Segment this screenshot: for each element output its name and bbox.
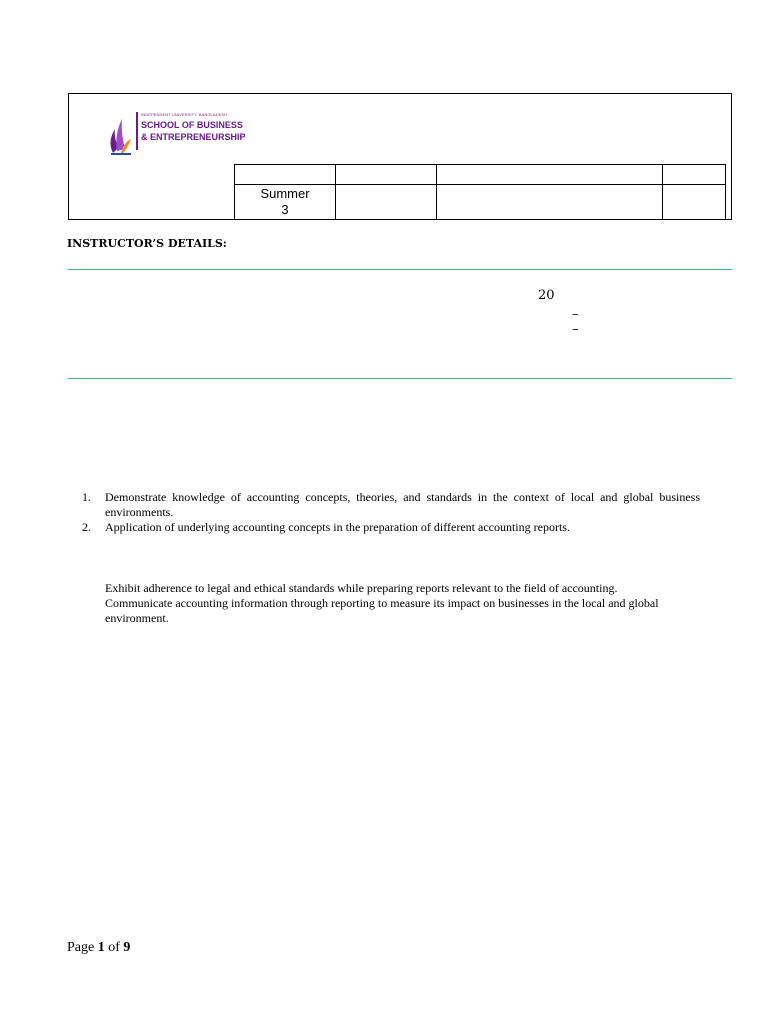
- section-divider: [68, 378, 732, 379]
- course-info-table: [234, 164, 726, 220]
- page-word: Page: [67, 940, 95, 955]
- table-cell: [336, 165, 437, 185]
- objective-text: Application of underlying accounting concepts in the preparation of different accounting reports.: [105, 520, 570, 534]
- list-item: [82, 490, 700, 520]
- of-word: of: [108, 940, 120, 955]
- term-cell: [235, 185, 336, 220]
- instructor-dash: –: [572, 307, 579, 322]
- logo-university-text: INDEPENDENT UNIVERSITY, BANGLADESH: [141, 112, 228, 117]
- table-row: [235, 165, 726, 185]
- instructor-dash: –: [572, 322, 579, 337]
- logo-school-line2: & ENTREPRENEURSHIP: [141, 132, 246, 142]
- outcome-text: Communicate accounting information through reporting to measure its impact on businesses in the local and global environment.: [105, 596, 659, 625]
- list-number: 2.: [82, 520, 91, 534]
- table-cell: [437, 185, 663, 220]
- table-cell: [336, 185, 437, 220]
- page-number: 1: [97, 940, 105, 955]
- learning-outcomes: [105, 581, 705, 626]
- school-logo: [107, 112, 246, 158]
- page-footer: [67, 940, 130, 956]
- course-objectives-list: [82, 490, 700, 535]
- course-header-box: [68, 93, 732, 220]
- logo-school-line1: SCHOOL OF BUSINESS: [141, 120, 243, 130]
- list-item: [82, 520, 700, 535]
- outcome-text: Exhibit adherence to legal and ethical standards while preparing reports relevant to the field of accounting.: [105, 581, 618, 595]
- objective-text: Demonstrate knowledge of accounting concepts, theories, and standards in the context of local and global business environments.: [105, 490, 700, 519]
- flame-logo-icon: [107, 115, 133, 155]
- table-cell: [235, 165, 336, 185]
- list-number: 1.: [82, 490, 91, 504]
- instructor-value: 20: [538, 288, 555, 303]
- table-cell: [663, 185, 726, 220]
- table-cell: [437, 165, 663, 185]
- table-cell: [663, 165, 726, 185]
- term-number: 3: [281, 202, 289, 217]
- section-divider: [68, 269, 732, 270]
- term-name: Summer: [260, 186, 310, 201]
- table-row: [235, 185, 726, 220]
- page-total: 9: [123, 940, 131, 955]
- instructor-details-heading: INSTRUCTOR’S DETAILS:: [67, 237, 227, 250]
- logo-divider: [136, 112, 138, 150]
